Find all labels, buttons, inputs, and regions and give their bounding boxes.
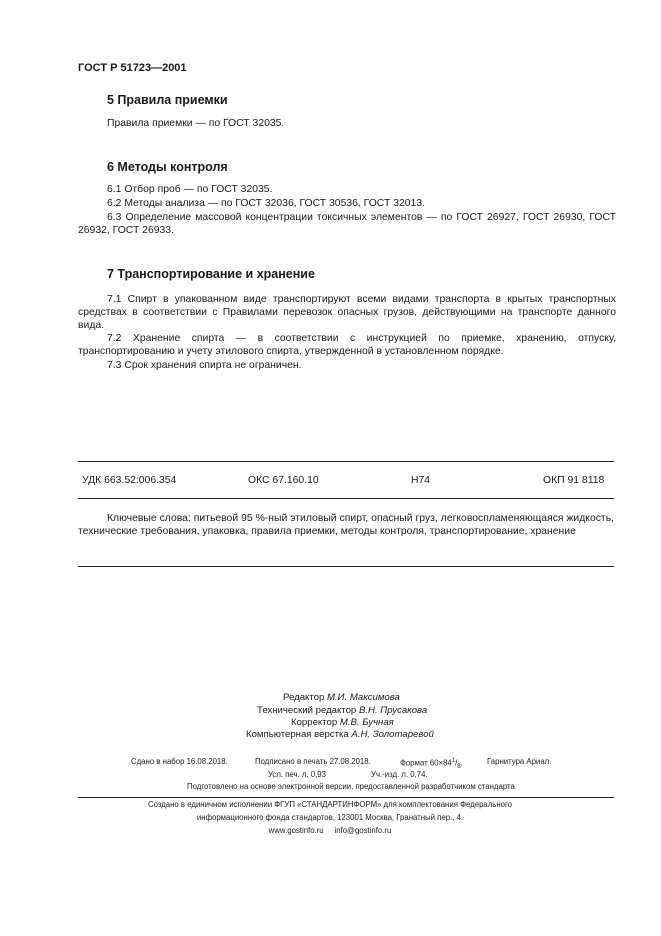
imprint-printed-sheets: Усл. печ. л. 0,93 [268,770,326,779]
credit-corrector [291,717,394,730]
credit-layout-name: А.Н. Золотаревой [351,729,434,740]
credit-tech-editor-name: В.Н. Прусакова [358,705,428,716]
credit-editor [283,692,400,705]
section-7-heading: 7 Транспортирование и хранение [107,267,315,281]
credit-tech-editor [257,705,427,718]
bottom-rule [78,566,614,567]
credit-layout [246,729,434,742]
credit-editor-name: М.И. Максимова [326,692,400,703]
imprint-typeset-date: Сдано в набор 16.08.2018. [131,757,228,766]
okp-code: ОКП 91 8118 [543,475,605,486]
imprint-source-note: Подготовлено на основе электронной версии, предоставленной разработчиком стандарта [187,782,515,791]
top-rule [78,461,614,462]
standard-code: ГОСТ Р 51723—2001 [78,62,187,74]
imprint-format-label: Формат 60×84 [400,758,452,768]
section-5-heading: 5 Правила приемки [107,93,228,107]
imprint-format: Формат $60\times 84^1/_8$. [400,758,463,771]
footer-block [90,798,570,837]
keywords: Ключевые слова: питьевой 95 %-ный этиловый спирт, опасный груз, легковоспламеняющаяся жидкость, технические требования, упаковка, правила приемки, методы контроля, транспортирование, хранение [78,513,614,537]
group-code: Н74 [411,475,431,486]
credit-corrector-name: М.В. Бучная [339,717,394,728]
imprint-typeface: Гарнитура Ариал. [487,757,552,766]
section-6-item-2: 6.2 Методы анализа — по ГОСТ 32036, ГОСТ 30536, ГОСТ 32013. [107,198,425,209]
section-7-item-1: 7.1 Спирт в упакованном виде транспортируют всеми видами транспорта в крытых транспортных средствах в соответствии с Правилами перевозок опасных грузов, действующими на транспорте данного вида. [78,294,616,331]
credit-tech-editor-label: Технический редактор [257,705,357,716]
imprint-format-num: 1 [451,758,456,764]
udk-code: УДК 663.52:006.354 [82,475,177,486]
imprint-print-date: Подписано в печать 27.08.2018. [255,757,371,766]
footer-contacts: www.gostinfo.ru info@gostinfo.ru [268,826,392,835]
section-6-item-1: 6.1 Отбор проб — по ГОСТ 32035. [107,184,273,195]
middle-rule [78,498,614,499]
credit-layout-label: Компьютерная верстка [246,729,349,740]
credit-corrector-label: Корректор [291,717,338,728]
section-6-heading: 6 Методы контроля [107,160,228,174]
section-6-item-3: 6.3 Определение массовой концентрации токсичных элементов — по ГОСТ 26927, ГОСТ 26930, ГОСТ 26932, ГОСТ 26933. [78,212,616,236]
credit-editor-label: Редактор [283,692,325,703]
footer-line-1: Создано в единичном исполнении ФГУП «СТАНДАРТИНФОРМ» для комплектования Федерального [147,800,513,809]
oks-code: ОКС 67.160.10 [248,475,319,486]
imprint-publisher-sheets: Уч.-изд. л. 0,74. [371,770,428,779]
section-7-item-2: 7.2 Хранение спирта — в соответствии с инструкцией по приемке, хранению, отпуску, транспортированию и учету этилового спирта, утвержденной в установленном порядке. [78,333,616,357]
section-5-text: Правила приемки — по ГОСТ 32035. [107,118,285,129]
footer-line-2: информационного фонда стандартов, 123001 Москва, Гранатный пер., 4. [196,813,464,822]
imprint-format-den: 8 [457,764,461,771]
section-7-item-3: 7.3 Срок хранения спирта не ограничен. [107,360,302,371]
